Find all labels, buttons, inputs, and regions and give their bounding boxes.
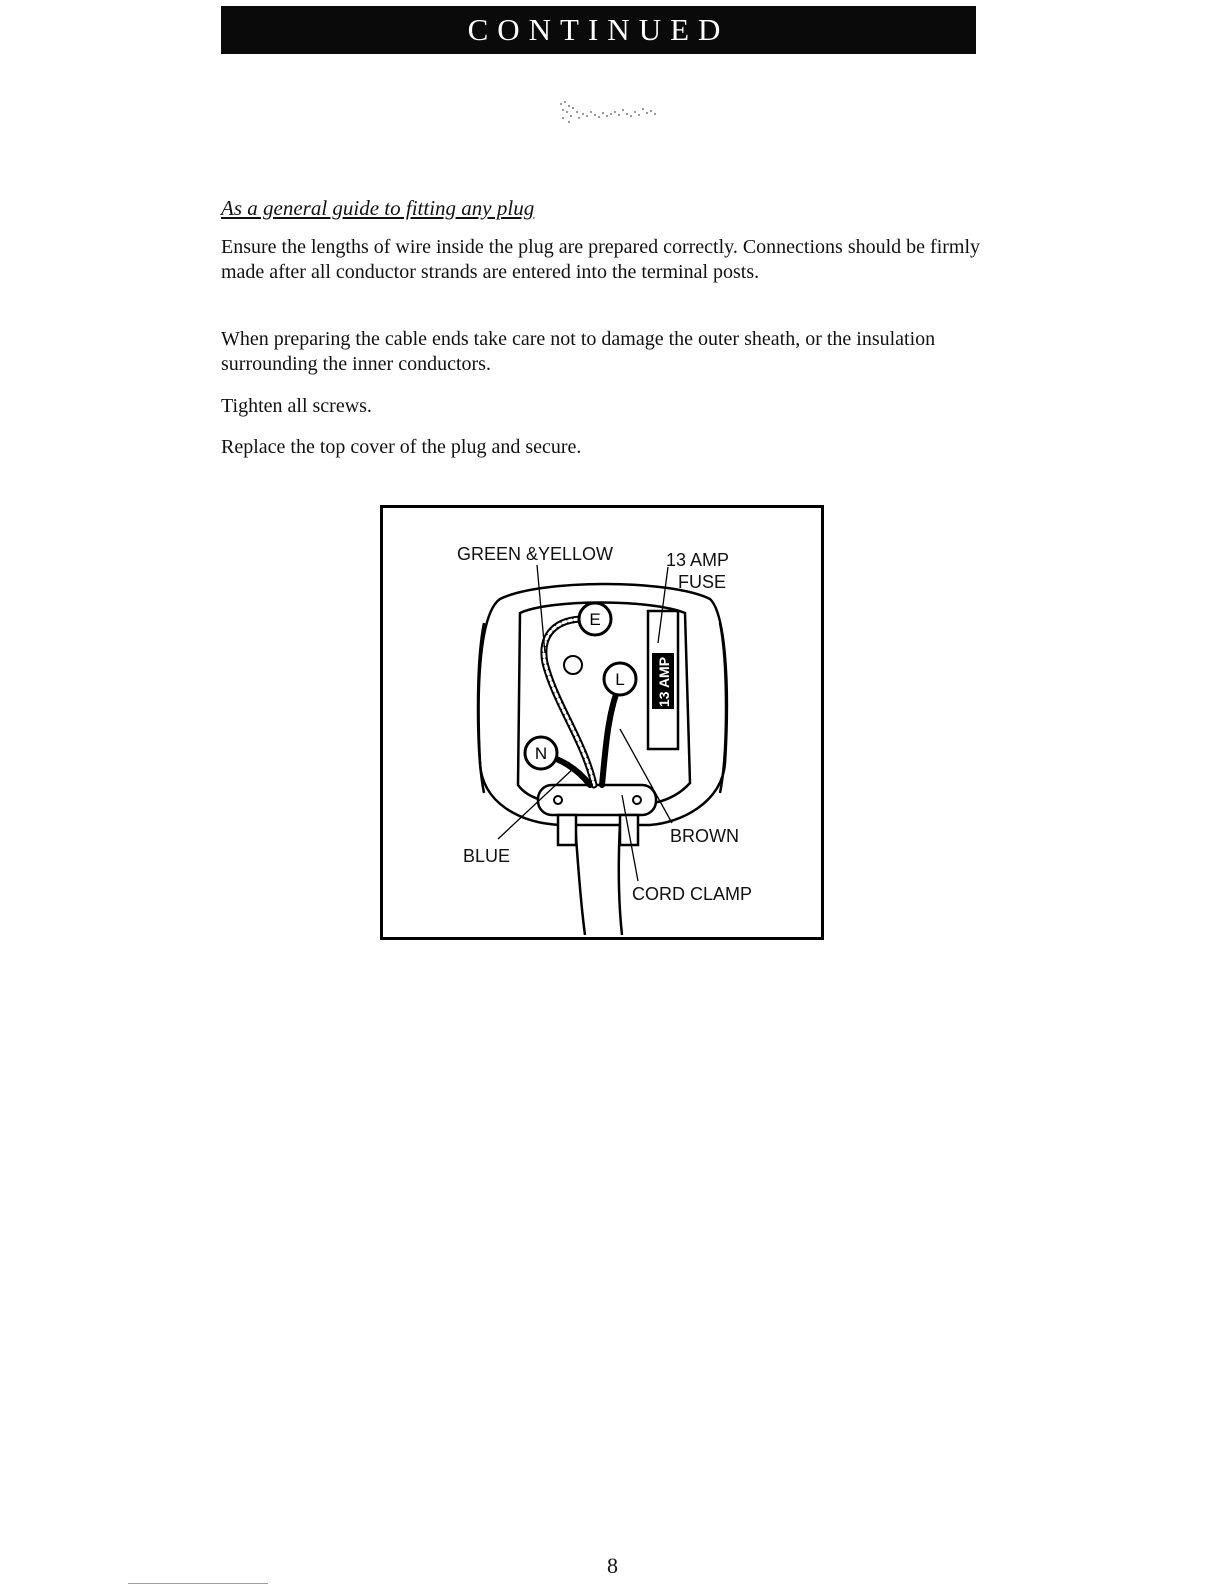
label-cord-clamp: CORD CLAMP: [632, 884, 753, 904]
fuse: [648, 611, 678, 749]
terminal-neutral-label: N: [534, 744, 548, 763]
paragraph-replace-cover: Replace the top cover of the plug and secure.: [221, 436, 582, 458]
terminal-live: [604, 663, 636, 695]
continued-banner: CONTINUED: [221, 6, 976, 54]
fuse-marking-label: 13 AMP: [656, 656, 672, 707]
label-fuse: FUSE: [678, 572, 727, 592]
plug-wiring-diagram: [380, 503, 830, 943]
terminal-earth: [579, 603, 611, 635]
label-green-yellow: GREEN &YELLOW: [457, 544, 614, 564]
section-heading: As a general guide to fitting any plug: [221, 196, 535, 220]
label-brown: BROWN: [670, 826, 739, 846]
terminal-neutral: [525, 737, 557, 769]
paragraph-wire-preparation: Ensure the lengths of wire inside the plug are prepared correctly. Connections should be firmly made after all conductor strands are entered into the terminal posts.: [221, 236, 981, 283]
continued-arrow-icon: [558, 97, 668, 131]
terminal-earth-label: E: [589, 610, 601, 629]
screw-hole: [564, 656, 582, 674]
label-13-amp: 13 AMP: [666, 550, 730, 570]
terminal-live-label: L: [615, 670, 625, 689]
paragraph-tighten-screws: Tighten all screws.: [221, 395, 372, 417]
label-blue: BLUE: [463, 846, 511, 866]
bottom-rule: [128, 1583, 268, 1584]
page-number: 8: [607, 1553, 618, 1578]
paragraph-cable-ends: When preparing the cable ends take care not to damage the outer sheath, or the insulation surrounding the inner conductors.: [221, 328, 936, 375]
